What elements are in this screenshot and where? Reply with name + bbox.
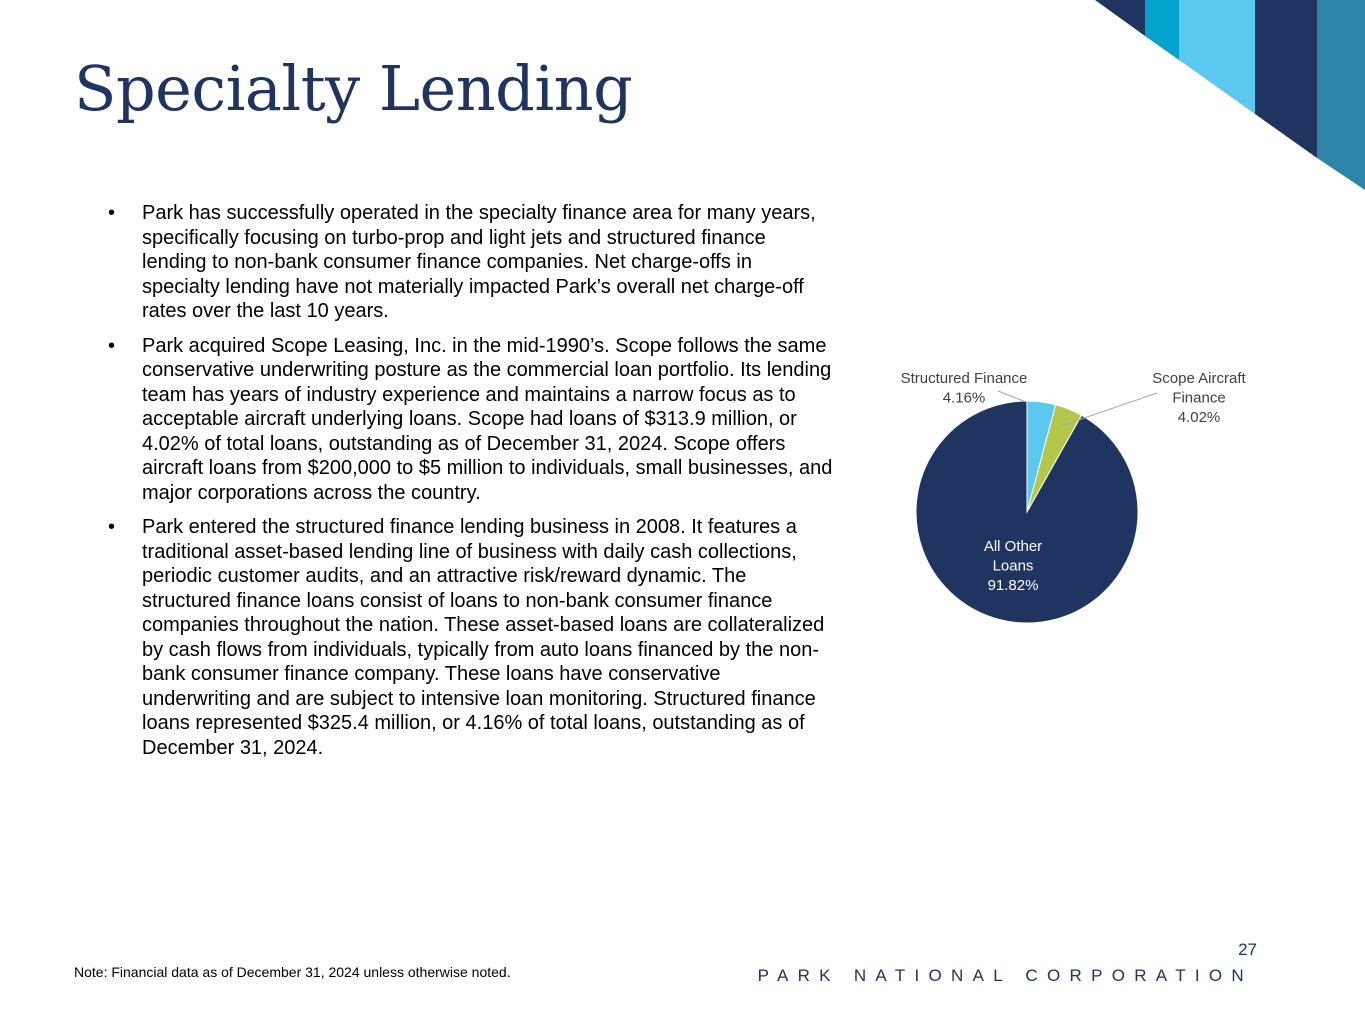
bullet-item [108, 334, 833, 506]
data-label-all-other-loans: All Other Loans 91.82% [983, 538, 1043, 594]
leader-line [998, 391, 1026, 402]
bullet-list [108, 201, 833, 770]
bullet-text: Park acquired Scope Leasing, Inc. in the mid-1990’s. Scope follows the same conservative underwriting posture as the commercial loan portfolio. Its lending team has years of industry experience and maintains a narrow focus as to acceptable aircraft underlying loans. Scope had loans of $313.9 million, or 4.02% of total loans, outstanding as of December 31, 2024. Scope offers aircraft loans from $200,000 to $5 million to individuals, small businesses, and major corporations across the country. [142, 334, 833, 504]
leader-line [1061, 393, 1157, 426]
page-number: 27 [1238, 940, 1257, 959]
corporation-name: PARK NATIONAL CORPORATION [757, 966, 1253, 985]
data-label-scope-aircraft-finance: Scope Aircraft Finance 4.02% [1152, 370, 1246, 426]
footnote: Note: Financial data as of December 31, 2024 unless otherwise noted. [74, 964, 511, 980]
page-title: Specialty Lending [74, 52, 633, 125]
bullet-item [108, 201, 833, 324]
bullet-marker: • [108, 202, 116, 224]
loan-mix-pie-chart [860, 360, 1280, 650]
corner-stripes-decoration [1095, 0, 1365, 190]
bullet-marker: • [108, 334, 116, 357]
bullet-marker: • [108, 516, 116, 538]
bullet-text: Park entered the structured finance lending business in 2008. It features a traditional asset-based lending line of business with daily cash collections, periodic customer audits, and an attractive risk/reward dynamic. The structured finance loans consist of loans to non-bank consumer finance companies throughout the nation. These asset-based loans are collateralized by cash flows from individuals, typically from auto loans financed by the non-bank consumer finance company. These loans have conservative underwriting and are subject to intensive loan monitoring. Structured finance loans represented $325.4 million, or 4.16% of total loans, outstanding as of December 31, 2024. [142, 516, 825, 759]
bullet-item [108, 515, 833, 760]
data-label-structured-finance: Structured Finance 4.16% [900, 370, 1028, 407]
bullet-text: Park has successfully operated in the specialty finance area for many years, specifically focusing on turbo-prop and light jets and structured finance lending to non-bank consumer finance companies. Net charge-offs in specialty lending have not materially impacted Park’s overall net charge-off rates over the last 10 years. [142, 202, 816, 322]
